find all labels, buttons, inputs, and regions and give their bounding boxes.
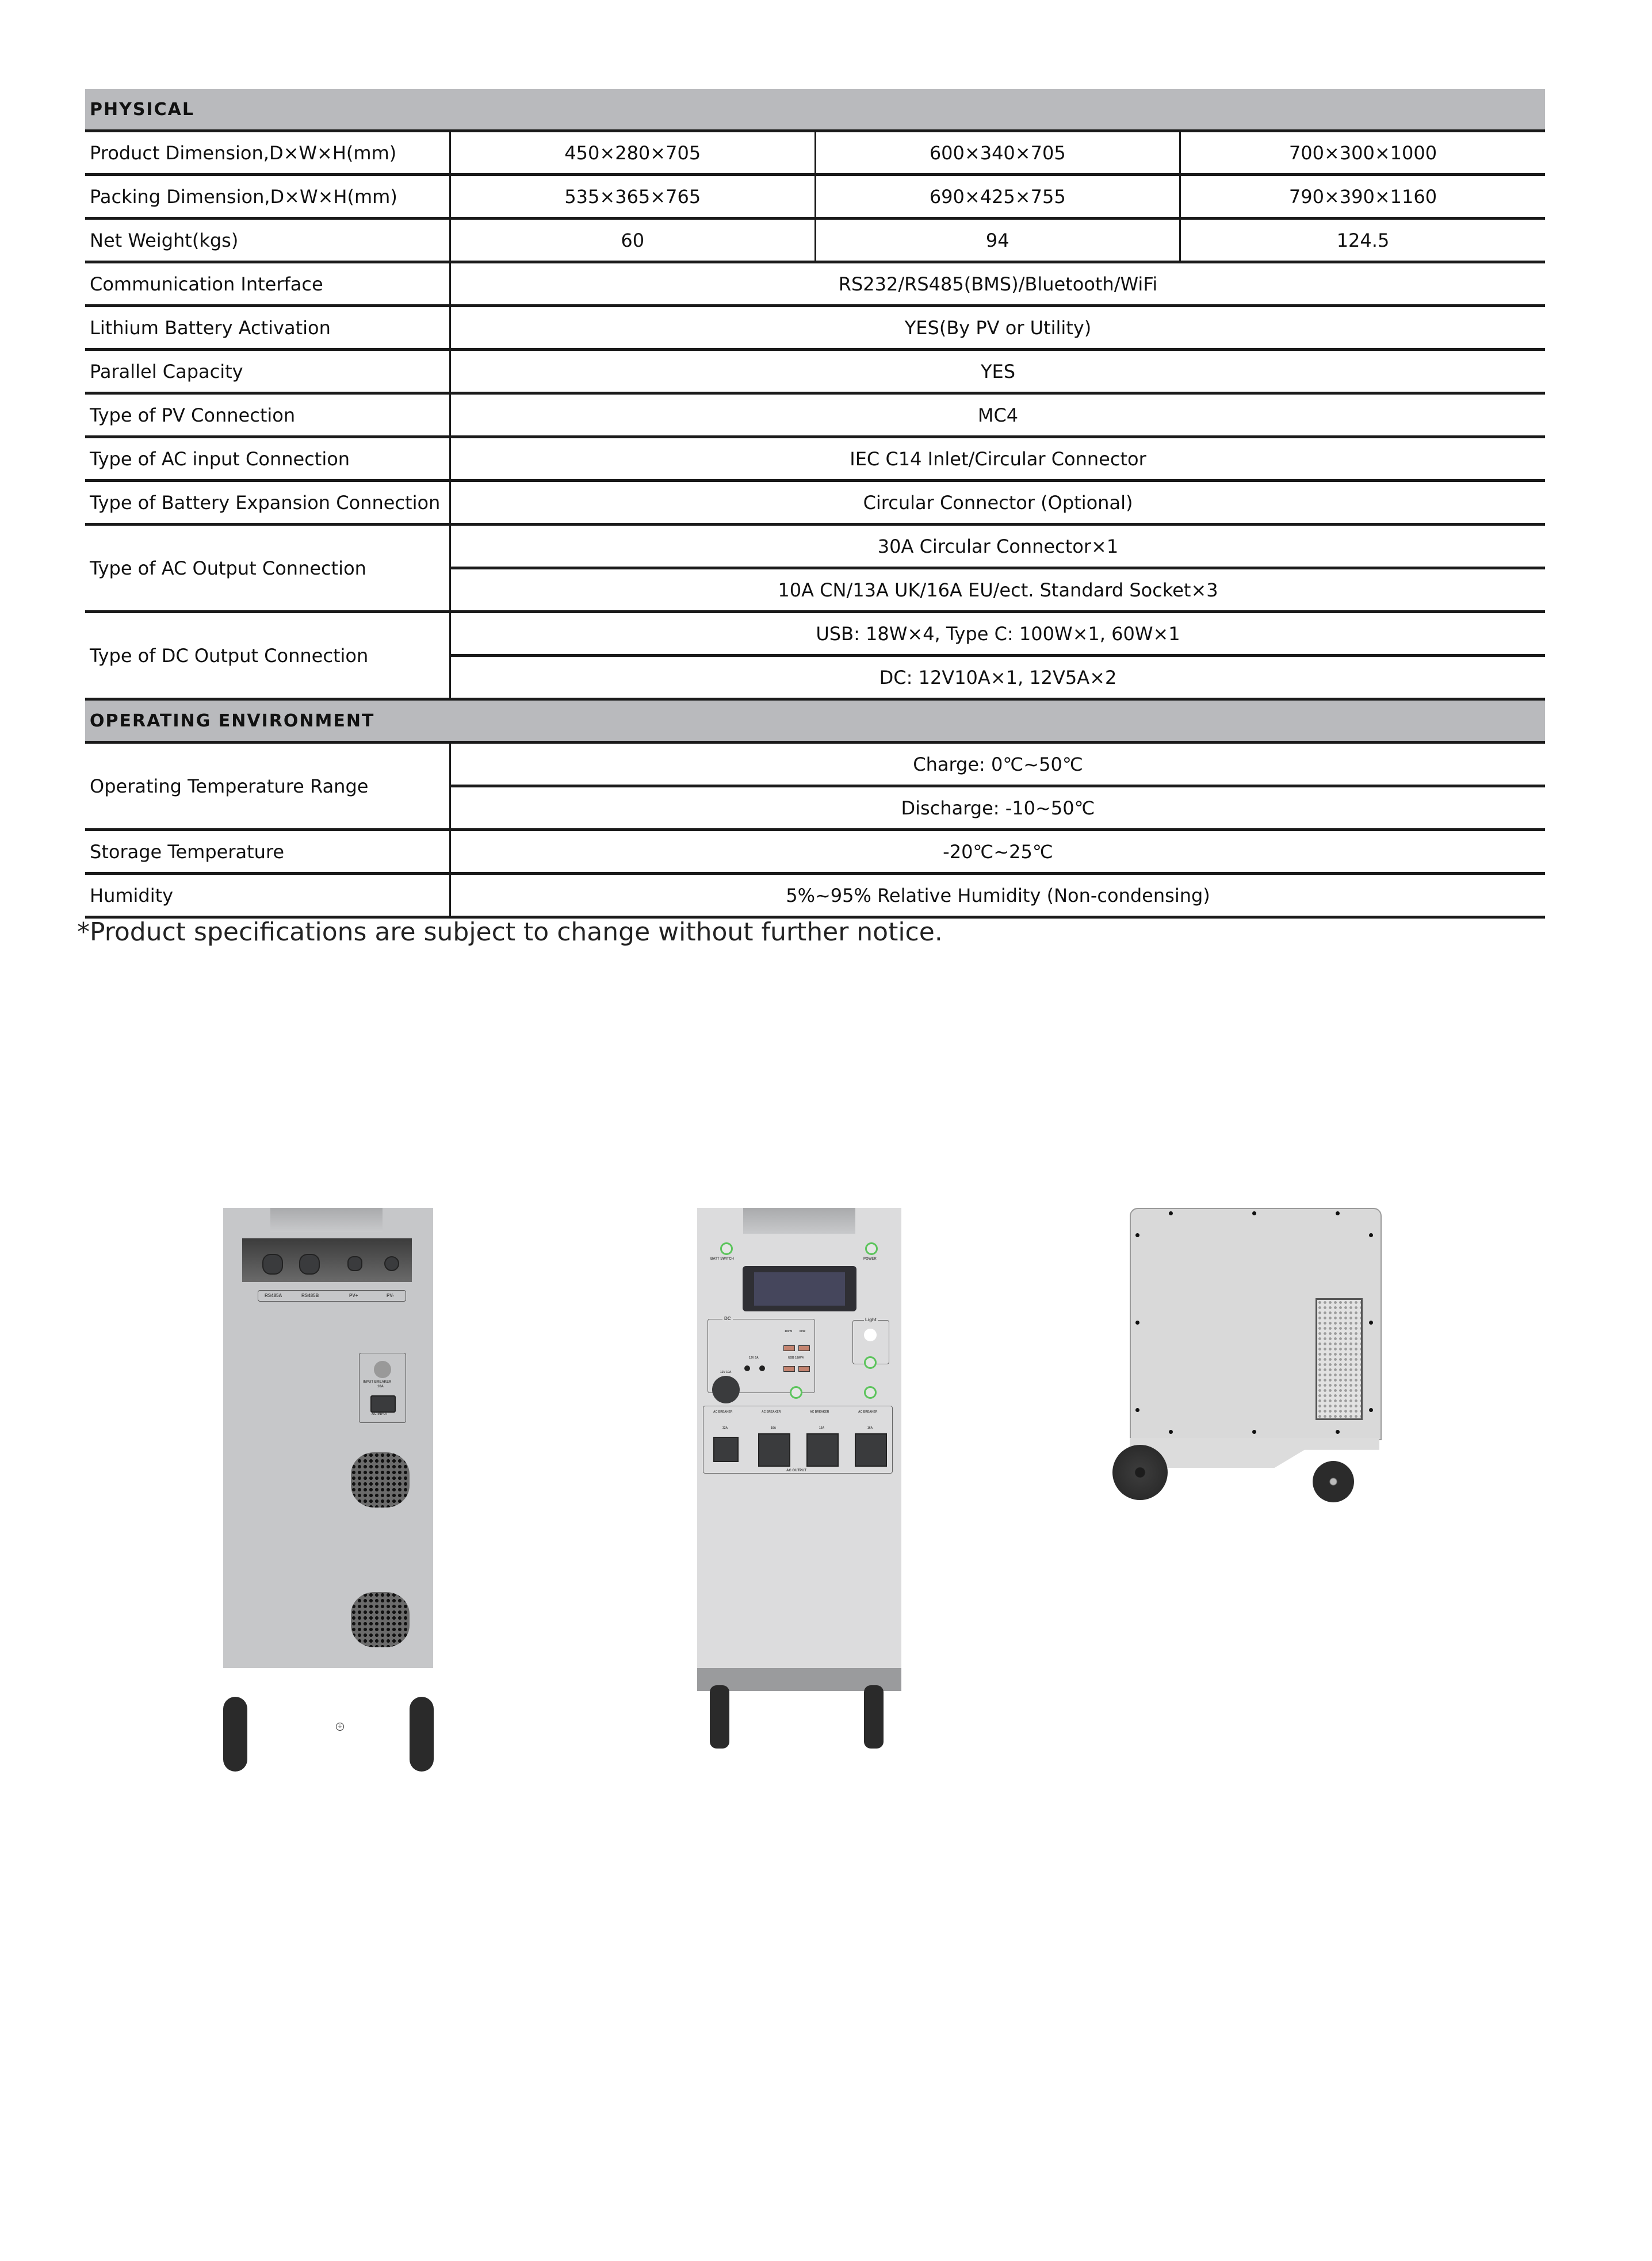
port-label: PV-	[387, 1293, 394, 1298]
row-label: Operating Temperature Range	[85, 743, 450, 830]
row-label: Product Dimension,D×W×H(mm)	[85, 131, 450, 175]
cell-value: 5%~95% Relative Humidity (Non-condensing)	[450, 874, 1546, 917]
table-row	[85, 874, 1545, 917]
cell-value: 30A Circular Connector×1	[450, 525, 1546, 568]
cell-value: Charge: 0℃~50℃	[450, 743, 1546, 786]
usb-port	[798, 1366, 810, 1372]
rs485a-port	[262, 1254, 283, 1275]
dc-5a-port	[759, 1365, 765, 1371]
caster-left	[710, 1685, 729, 1749]
row-label: Type of AC input Connection	[85, 437, 450, 481]
cell-value: 94	[815, 219, 1180, 262]
row-label: Type of PV Connection	[85, 393, 450, 437]
port-label: PV+	[349, 1293, 358, 1298]
cell-value: Circular Connector (Optional)	[450, 481, 1546, 525]
row-label: Lithium Battery Activation	[85, 306, 450, 350]
row-label: Net Weight(kgs)	[85, 219, 450, 262]
row-label: Communication Interface	[85, 262, 450, 306]
pv-minus-port	[384, 1256, 399, 1271]
cell-value: 60	[450, 219, 816, 262]
dc-5a-port	[744, 1365, 750, 1371]
row-label: Humidity	[85, 874, 450, 917]
cell-value: Discharge: -10~50℃	[450, 786, 1546, 830]
cell-value: 700×300×1000	[1180, 131, 1546, 175]
usb-port	[798, 1345, 810, 1351]
screw	[1336, 1430, 1340, 1434]
table-row	[85, 262, 1545, 306]
screw	[1252, 1430, 1256, 1434]
section-title: PHYSICAL	[85, 89, 1545, 131]
ac-breaker-label: AC BREAKER	[810, 1410, 829, 1414]
cell-value: 124.5	[1180, 219, 1546, 262]
cell-value: 10A CN/13A UK/16A EU/ect. Standard Socket×3	[450, 568, 1546, 612]
universal-socket	[758, 1433, 790, 1467]
batt-switch-label: BATT SWITCH	[710, 1257, 734, 1261]
screw	[1369, 1321, 1373, 1325]
dc-5a-label: 12V 5A	[749, 1356, 759, 1360]
ac-breaker-label: AC BREAKER	[762, 1410, 781, 1414]
product-image-side-view	[1111, 1208, 1502, 1737]
cell-value: -20℃~25℃	[450, 830, 1546, 874]
universal-socket	[855, 1433, 887, 1467]
screw	[1135, 1233, 1139, 1237]
wheel-left	[223, 1697, 247, 1772]
table-row	[85, 306, 1545, 350]
cell-value: DC: 12V10A×1, 12V5A×2	[450, 656, 1546, 699]
dc-label: DC	[722, 1316, 733, 1321]
power-button	[865, 1242, 878, 1255]
lcd-display	[743, 1266, 856, 1311]
light-lamp	[864, 1329, 877, 1341]
batt-switch-button	[720, 1242, 733, 1255]
ac-input-label: AC INPUT	[372, 1413, 388, 1416]
footnote: *Product specifications are subject to change without further notice.	[77, 917, 943, 947]
wheel-right	[410, 1697, 434, 1772]
row-label: Storage Temperature	[85, 830, 450, 874]
port-label: RS485A	[265, 1293, 282, 1298]
ac-breaker-label: AC BREAKER	[858, 1410, 878, 1414]
table-row	[85, 743, 1545, 786]
table-row	[85, 481, 1545, 525]
fan-vent-upper	[351, 1452, 410, 1508]
section-title: OPERATING ENVIRONMENT	[85, 699, 1545, 743]
ac-breaker-rating: 16A	[867, 1426, 873, 1430]
screw	[1169, 1211, 1173, 1215]
section-header-operating-environment	[85, 699, 1545, 743]
table-row	[85, 437, 1545, 481]
table-row	[85, 525, 1545, 568]
row-label: Packing Dimension,D×W×H(mm)	[85, 175, 450, 219]
cigarette-socket	[712, 1376, 740, 1403]
ground-icon: ⏚	[336, 1723, 344, 1731]
cell-value: YES(By PV or Utility)	[450, 306, 1546, 350]
cell-value: 600×340×705	[815, 131, 1180, 175]
screw	[1369, 1233, 1373, 1237]
cell-value: 450×280×705	[450, 131, 816, 175]
cell-value: RS232/RS485(BMS)/Bluetooth/WiFi	[450, 262, 1546, 306]
table-row	[85, 830, 1545, 874]
ac-switch-button	[864, 1386, 877, 1399]
rs485b-port	[299, 1254, 320, 1275]
screw	[1252, 1211, 1256, 1215]
ac-breaker-label: AC BREAKER	[713, 1410, 733, 1414]
row-label: Type of AC Output Connection	[85, 525, 450, 612]
ac-breaker-rating: 16A	[771, 1426, 777, 1430]
row-label: Type of DC Output Connection	[85, 612, 450, 699]
row-label: Parallel Capacity	[85, 350, 450, 393]
wheel-large	[1112, 1445, 1168, 1500]
port-label: RS485B	[301, 1293, 319, 1298]
cell-value: 535×365×765	[450, 175, 816, 219]
screw	[1336, 1211, 1340, 1215]
lcd-screen	[754, 1272, 845, 1306]
cell-value: IEC C14 Inlet/Circular Connector	[450, 437, 1546, 481]
ac-breaker-rating: 32A	[722, 1426, 728, 1430]
table-row	[85, 219, 1545, 262]
table-row	[85, 350, 1545, 393]
breaker-rating: 16A	[377, 1385, 384, 1388]
power-label: POWER	[863, 1257, 877, 1261]
table-row	[85, 131, 1545, 175]
cell-value: 790×390×1160	[1180, 175, 1546, 219]
input-breaker-button	[374, 1361, 391, 1378]
usb-port	[783, 1366, 795, 1372]
circular-30a-socket	[713, 1437, 739, 1462]
ac-breaker-rating: 16A	[819, 1426, 825, 1430]
cell-value: USB: 18W×4, Type C: 100W×1, 60W×1	[450, 612, 1546, 656]
section-header-physical	[85, 89, 1545, 131]
handle	[743, 1208, 855, 1234]
spec-table	[85, 89, 1545, 919]
caster-right	[864, 1685, 884, 1749]
table-row	[85, 393, 1545, 437]
screw	[1169, 1430, 1173, 1434]
cell-value: YES	[450, 350, 1546, 393]
caster-wheel	[1313, 1461, 1354, 1502]
table-row	[85, 612, 1545, 656]
typec-label: 60W	[800, 1330, 806, 1333]
screw	[1135, 1321, 1139, 1325]
dc-10a-label: 12V 10A	[720, 1371, 732, 1374]
row-label: Type of Battery Expansion Connection	[85, 481, 450, 525]
screw	[1369, 1408, 1373, 1412]
screw	[1135, 1408, 1139, 1412]
breaker-label: INPUT BREAKER	[363, 1380, 392, 1384]
usb-label: USB 18W*4	[788, 1356, 804, 1360]
table-row	[85, 175, 1545, 219]
ac-output-label: AC OUTPUT	[785, 1469, 808, 1472]
product-image-front-view	[697, 1208, 916, 1737]
light-label: Light	[865, 1317, 877, 1322]
handle	[270, 1208, 383, 1232]
product-image-rear-view	[223, 1208, 436, 1737]
cell-value: MC4	[450, 393, 1546, 437]
pv-plus-port	[347, 1256, 362, 1271]
universal-socket	[806, 1433, 839, 1467]
fan-vent-lower	[351, 1592, 410, 1647]
cell-value: 690×425×755	[815, 175, 1180, 219]
side-vent-grille	[1316, 1298, 1363, 1420]
dc-switch-button	[790, 1386, 802, 1399]
typec-label: 100W	[785, 1330, 793, 1333]
usb-port	[783, 1345, 795, 1351]
iec-c14-inlet	[370, 1395, 396, 1413]
light-button	[864, 1356, 877, 1369]
